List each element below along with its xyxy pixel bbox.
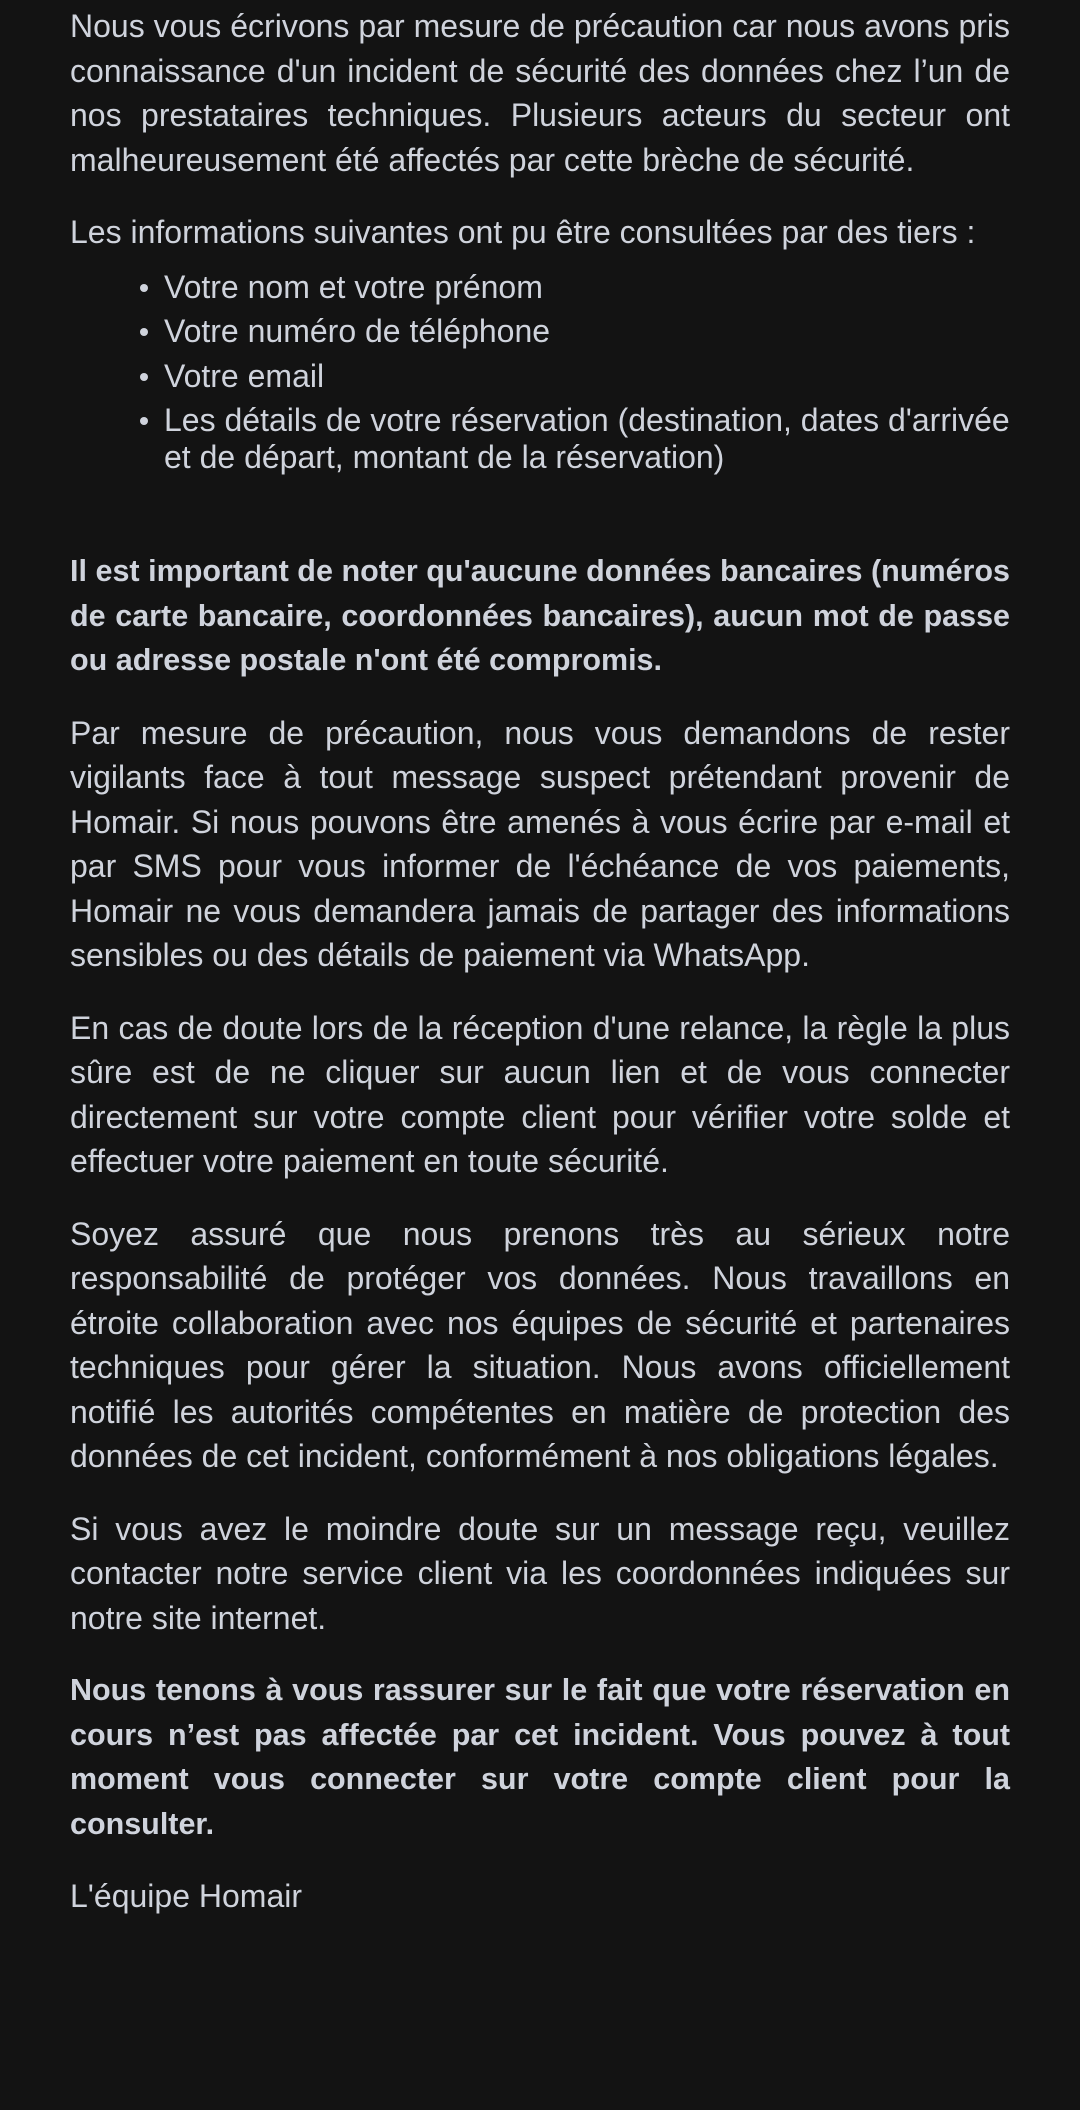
- list-intro-paragraph: Les informations suivantes ont pu être consultées par des tiers :: [70, 214, 976, 250]
- vigilance-paragraph: Par mesure de précaution, nous vous demandons de rester vigilants face à tout message suspect prétendant provenir de Homair. Si nous pouvons être amenés à vous écrire par e-mail et par SMS pour vous informer de l'échéance de vos paiements, Homair ne vous demandera jamais de partager des informations sensibles ou des détails de paiement via WhatsApp.: [70, 714, 1010, 973]
- important-notice: Il est important de noter qu'aucune données bancaires (numéros de carte bancaire, coordonnées bancaires), aucun mot de passe ou adresse postale n'ont été compromis.: [70, 554, 1010, 677]
- reassurance-paragraph: Nous tenons à vous rassurer sur le fait que votre réservation en cours n’est pas affectée par cet incident. Vous pouvez à tout moment vous connecter sur votre compte client pour la consulter.: [70, 1673, 1010, 1841]
- exposed-data-list: [70, 269, 1010, 476]
- signature: L'équipe Homair: [70, 1878, 303, 1914]
- list-item: Votre email: [164, 358, 1010, 395]
- exposed-data-list-wrap: [70, 269, 1010, 476]
- list-item: Votre nom et votre prénom: [164, 269, 1010, 306]
- list-item: Votre numéro de téléphone: [164, 313, 1010, 350]
- list-item: Les détails de votre réservation (destination, dates d'arrivée et de départ, montant de la réservation): [164, 402, 1010, 475]
- responsibility-paragraph: Soyez assuré que nous prenons très au sérieux notre responsabilité de protéger vos données. Nous travaillons en étroite collaboration avec nos équipes de sécurité et partenaires techniques pour gérer la situation. Nous avons officiellement notifié les autorités compétentes en matière de protection des données de cet incident, conformément à nos obligations légales.: [70, 1215, 1010, 1474]
- email-body: [70, 4, 1010, 1919]
- contact-paragraph: Si vous avez le moindre doute sur un message reçu, veuillez contacter notre service client via les coordonnées indiquées sur notre site internet.: [70, 1510, 1010, 1636]
- intro-paragraph: Nous vous écrivons par mesure de précaution car nous avons pris connaissance d'un incident de sécurité des données chez l’un de nos prestataires techniques. Plusieurs acteurs du secteur ont malheureusement été affectés par cette brèche de sécurité.: [70, 8, 1010, 178]
- doubt-paragraph: En cas de doute lors de la réception d'une relance, la règle la plus sûre est de ne cliquer sur aucun lien et de vous connecter directement sur votre compte client pour vérifier votre solde et effectuer votre paiement en toute sécurité.: [70, 1009, 1010, 1179]
